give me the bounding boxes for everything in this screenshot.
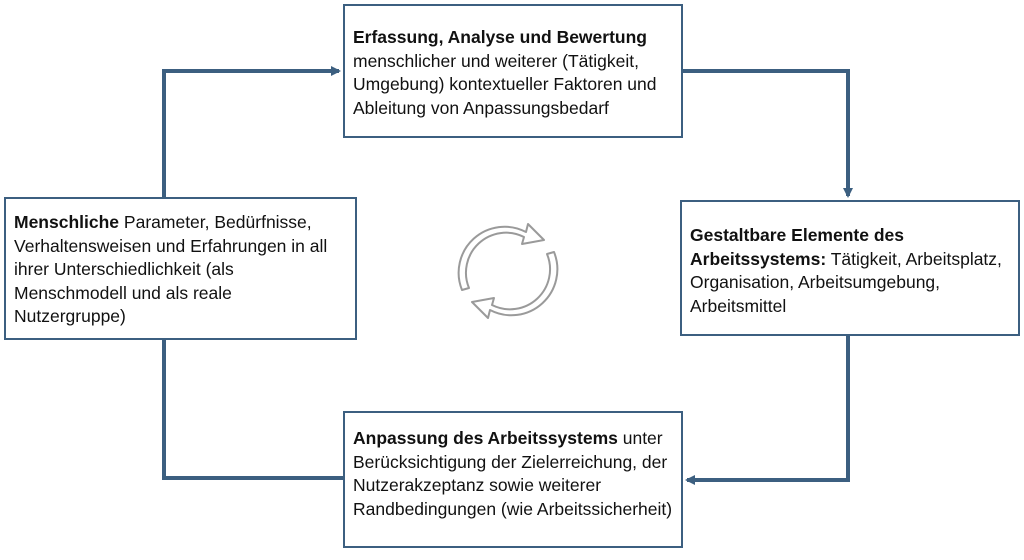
node-top-text: menschlicher und weiterer (Tätigkeit, Umgebung) kontextueller Faktoren und Ableitung von Anpassungsbedarf (353, 50, 657, 118)
connector-bottom-to-left (164, 340, 343, 478)
node-anpassung-arbeitssystem (343, 411, 683, 548)
node-bottom-heading: Anpassung des Arbeitssystems (353, 428, 618, 448)
node-top-heading: Erfassung, Analyse und Bewertung (353, 27, 647, 47)
node-right-text: Tätigkeit, Arbeitsplatz, Organisation, Arbeitsumgebung, Arbeitsmittel (690, 248, 1002, 316)
node-menschliche-parameter (4, 197, 357, 340)
node-right-heading: Gestaltbare Elemente des Arbeitssystems: (690, 225, 904, 269)
node-gestaltbare-elemente (680, 200, 1020, 336)
connector-right-to-bottom (687, 336, 848, 480)
connector-top-to-right (683, 71, 848, 196)
connector-left-to-top (164, 71, 339, 197)
node-bottom-text: unter Berücksichtigung der Zielerreichung, der Nutzerakzeptanz sowie weiterer Randbedingungen (wie Arbeitssicherheit) (353, 428, 673, 519)
node-left-heading: Menschliche (14, 212, 120, 232)
node-erfassung-analyse (343, 4, 683, 138)
node-left-text: Parameter, Bedürfnisse, Verhaltensweisen und Erfahrungen in all ihrer Unterschiedlichkeit (als Menschmodell und als reale Nutzergruppe) (14, 212, 328, 326)
cycle-arrows-icon (448, 216, 568, 326)
